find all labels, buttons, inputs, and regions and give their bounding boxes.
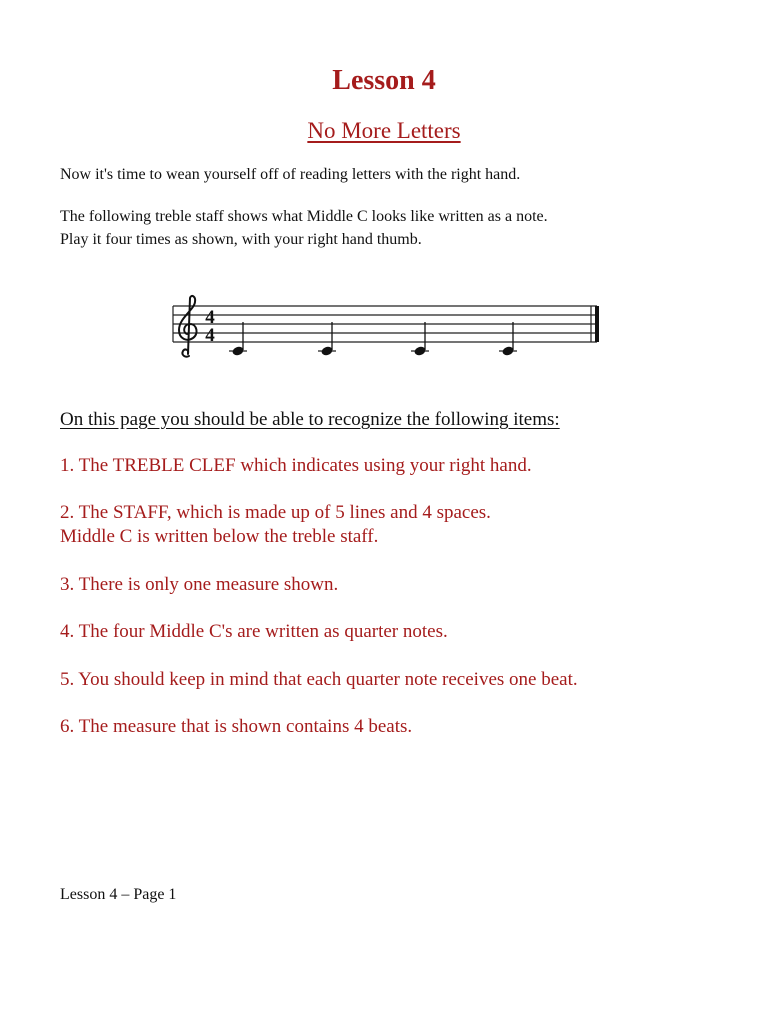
music-staff bbox=[165, 292, 605, 368]
section-heading: On this page you should be able to recognize the following items: bbox=[60, 409, 560, 430]
staff-description-line-1: The following treble staff shows what Middle C looks like written as a note. bbox=[60, 208, 548, 225]
list-item-2: 2. The STAFF, which is made up of 5 lines and 4 spaces. bbox=[60, 502, 491, 523]
list-item-2-continued: Middle C is written below the treble staff. bbox=[60, 526, 379, 547]
list-item-6: 6. The measure that is shown contains 4 beats. bbox=[60, 716, 413, 737]
list-item-3: 3. There is only one measure shown. bbox=[60, 574, 339, 595]
note-4 bbox=[499, 322, 517, 357]
note-1 bbox=[229, 322, 247, 357]
intro-paragraph: Now it's time to wean yourself off of reading letters with the right hand. bbox=[60, 166, 521, 183]
time-signature bbox=[205, 307, 215, 346]
note-2 bbox=[318, 322, 336, 357]
list-item-5: 5. You should keep in mind that each quarter note receives one beat. bbox=[60, 669, 578, 690]
staff-description-line-2: Play it four times as shown, with your right hand thumb. bbox=[60, 231, 422, 248]
page-footer: Lesson 4 – Page 1 bbox=[60, 886, 177, 903]
staff-description bbox=[60, 205, 720, 251]
list-item-4: 4. The four Middle C's are written as quarter notes. bbox=[60, 621, 448, 642]
time-signature-bottom: 4 bbox=[205, 325, 215, 346]
staff-lines bbox=[173, 306, 597, 342]
note-3 bbox=[411, 322, 429, 357]
page-title: Lesson 4 bbox=[332, 65, 436, 96]
treble-clef-icon bbox=[179, 296, 197, 357]
time-signature-top: 4 bbox=[205, 307, 215, 328]
list-item-1: 1. The TREBLE CLEF which indicates using your right hand. bbox=[60, 455, 532, 476]
page-subtitle: No More Letters bbox=[307, 118, 461, 143]
music-staff-svg bbox=[165, 292, 605, 368]
